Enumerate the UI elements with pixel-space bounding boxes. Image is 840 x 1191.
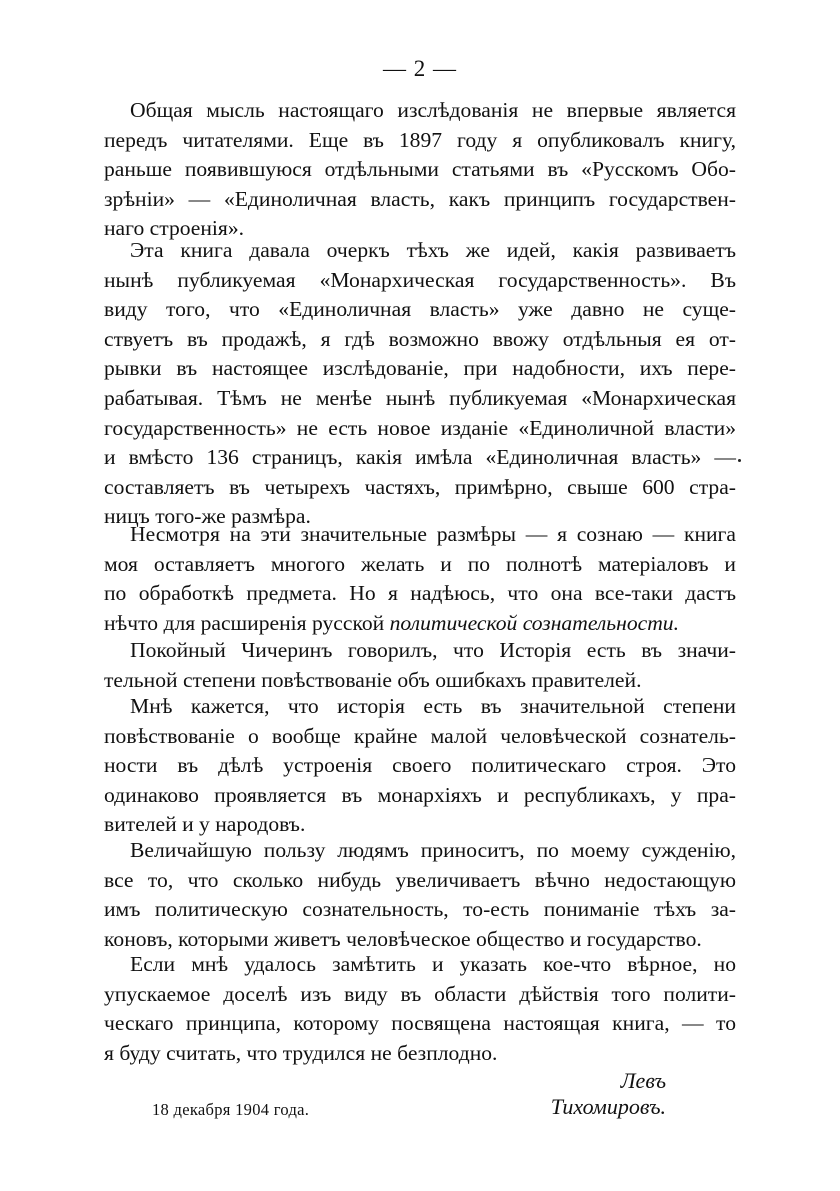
paragraph-5 bbox=[104, 692, 736, 840]
text-line: Если мнѣ удалось замѣтить и указать кое-что вѣрное, но bbox=[130, 952, 736, 976]
text-line: повѣствованіе о вообще крайне малой человѣческой сознатель- bbox=[104, 723, 736, 748]
text-line: Общая мысль настоящаго изслѣдованія не впервые является bbox=[130, 98, 736, 122]
text-line: ческаго принципа, которому посвящена настоящая книга, — то bbox=[104, 1011, 736, 1036]
text-line: ствуетъ въ продажѣ, я гдѣ возможно ввожу отдѣльныя ея от- bbox=[104, 326, 736, 351]
author-signature: Левъ Тихомировъ. bbox=[550, 1068, 666, 1119]
paragraph-1 bbox=[104, 96, 736, 244]
text-line: нынѣ публикуемая «Монархическая государственность». Въ bbox=[104, 267, 736, 292]
text-line: наго строенія». bbox=[104, 216, 245, 241]
text-fragment: нѣчто для расширенія русской bbox=[104, 610, 390, 635]
paragraph-7 bbox=[104, 950, 736, 1068]
text-line: коновъ, которыми живетъ человѣческое общество и государство. bbox=[104, 926, 702, 951]
text-line: вителей и у народовъ. bbox=[104, 812, 306, 837]
text-line: Покойный Чичеринъ говорилъ, что Исторія есть въ значи- bbox=[130, 638, 736, 662]
text-line: Несмотря на эти значительные размѣры — я сознаю — книга bbox=[130, 522, 736, 546]
text-line: виду того, что «Единоличная власть» уже давно не суще- bbox=[104, 297, 736, 322]
paragraph-4 bbox=[104, 636, 736, 695]
emphasized-phrase: политической сознательности. bbox=[389, 610, 679, 635]
document-date: 18 декабря 1904 года. bbox=[152, 1100, 310, 1119]
text-line: и вмѣсто 136 страницъ, какія имѣла «Единоличная власть» — bbox=[104, 445, 736, 470]
text-line: упускаемое доселѣ изъ виду въ области дѣйствія того полити- bbox=[104, 981, 736, 1006]
paragraph-2 bbox=[104, 236, 736, 532]
text-line: я буду считать, что трудился не безплодно. bbox=[104, 1040, 498, 1065]
text-line: рывки въ настоящее изслѣдованіе, при надобности, ихъ пере- bbox=[104, 356, 736, 381]
text-line: составляетъ въ четырехъ частяхъ, примѣрно, свыше 600 стра- bbox=[104, 474, 736, 499]
text-line: Величайшую пользу людямъ приноситъ, по моему сужденію, bbox=[130, 838, 736, 862]
text-line bbox=[104, 609, 736, 639]
text-line: по обработкѣ предмета. Но я надѣюсь, что она все-таки дастъ bbox=[104, 581, 736, 606]
paragraph-3 bbox=[104, 520, 736, 638]
page-number: — 2 — bbox=[383, 56, 457, 81]
text-line: ности въ дѣлѣ устроенія своего политическаго строя. Это bbox=[104, 753, 736, 778]
text-line: имъ политическую сознательность, то-есть пониманіе тѣхъ за- bbox=[104, 897, 736, 922]
text-line: одинаково проявляется въ монархіяхъ и республикахъ, у пра- bbox=[104, 782, 736, 807]
text-line: зрѣніи» — «Единоличная власть, какъ принципъ государствен- bbox=[104, 186, 736, 211]
text-line: рабатывая. Тѣмъ не менѣе нынѣ публикуемая «Монархическая bbox=[104, 385, 736, 410]
text-line: ницъ того-же размѣра. bbox=[104, 504, 311, 529]
text-line: моя оставляетъ многого желать и по полнотѣ матеріаловъ и bbox=[104, 551, 736, 576]
print-speck bbox=[738, 459, 741, 462]
text-line: передъ читателями. Еще въ 1897 году я опубликовалъ книгу, bbox=[104, 127, 736, 152]
paragraph-6 bbox=[104, 836, 736, 954]
text-line: раньше появившуюся отдѣльными статьями въ «Русскомъ Обо- bbox=[104, 157, 736, 182]
text-line: все то, что сколько нибудь увеличиваетъ вѣчно недостающую bbox=[104, 867, 736, 892]
text-line: тельной степени повѣствованіе объ ошибкахъ правителей. bbox=[104, 667, 642, 692]
text-line: государственность» не есть новое изданіе «Единоличной власти» bbox=[104, 415, 736, 440]
text-line: Мнѣ кажется, что исторія есть въ значительной степени bbox=[130, 694, 736, 718]
text-line: Эта книга давала очеркъ тѣхъ же идей, какія развиваетъ bbox=[130, 238, 736, 262]
